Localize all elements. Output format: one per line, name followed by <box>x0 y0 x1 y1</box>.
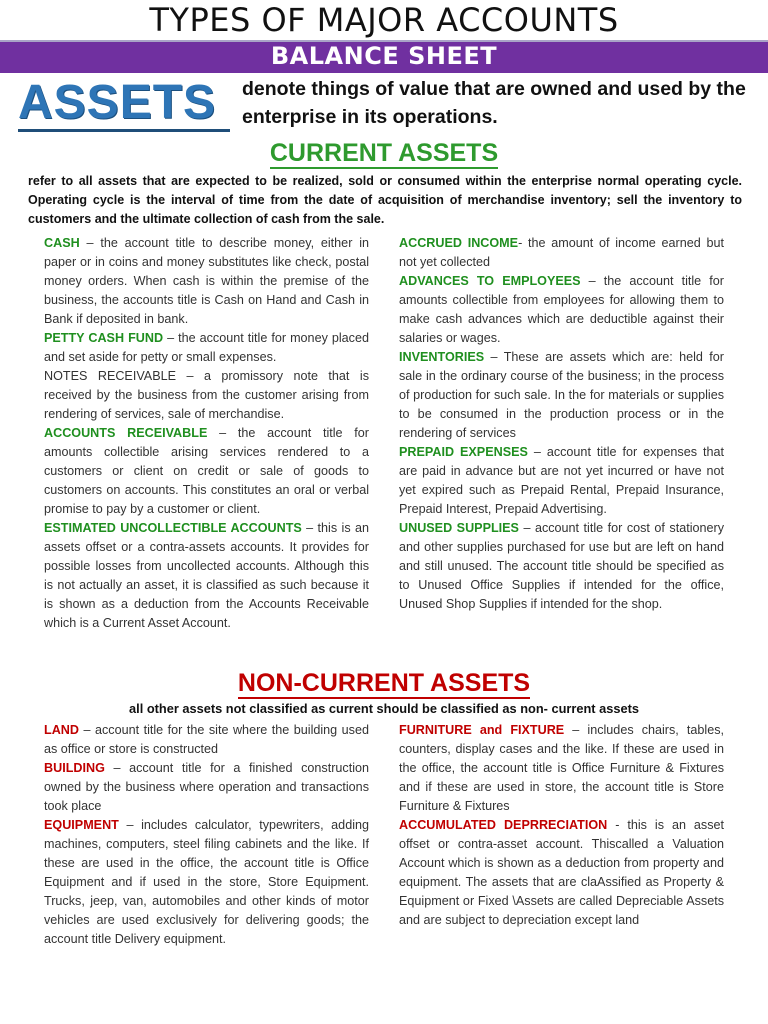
banner-label: BALANCE SHEET <box>270 42 498 70</box>
account-term: INVENTORIES <box>399 350 485 364</box>
account-term: NOTES RECEIVABLE <box>44 369 177 383</box>
account-term: EQUIPMENT <box>44 818 119 832</box>
definition-item <box>399 348 724 443</box>
definition-item <box>44 816 369 949</box>
account-term: FURNITURE and FIXTURE <box>399 723 565 737</box>
account-term: ACCUMULATED DEPRRECIATION <box>399 818 608 832</box>
non-current-assets-left-column <box>44 721 369 949</box>
definition-item <box>399 443 724 519</box>
page-title: TYPES OF MAJOR ACCOUNTS <box>149 1 619 39</box>
non-current-assets-intro: all other assets not classified as current should be classified as non- current assets <box>129 701 639 716</box>
definition-item <box>399 234 724 272</box>
definition-item <box>44 234 369 329</box>
account-term: ACCRUED INCOME <box>399 236 519 250</box>
non-current-assets-heading <box>0 668 768 698</box>
current-assets-heading <box>0 138 768 168</box>
account-description: – the account title for money placed and set aside for petty or small expenses. <box>44 331 369 364</box>
account-description: – the account title for amounts collectible arising services rendered to a customers or client on credit or sale of goods to customers on accounts. This constitutes an oral or verbal promise to pay by a customer or client. <box>44 426 369 516</box>
current-assets-heading-text: CURRENT ASSETS <box>269 139 499 167</box>
account-description: - the amount of income earned but not yet collected <box>399 236 724 269</box>
current-assets-intro: refer to all assets that are expected to be realized, sold or consumed within the enterprise normal operating cycle. Operating cycle is the interval of time from the date of acquisition of merchandise inventory; sell the inventory to customers and the ultimate collection of cash from the sale. <box>28 174 742 226</box>
account-description: – the account title to describe money, either in paper or in coins and money substitutes like check, postal money orders. When cash is within the premise of the business, the accounts title is Cash on Hand and Cash in Bank if deposited in bank. <box>44 236 369 326</box>
account-description: – the account title for amounts collectible from employees for allowing them to make cash advances which are deductible against their salaries or wages. <box>399 274 724 345</box>
account-description: – includes chairs, tables, counters, display cases and the like. If these are used in the office, the account title is Office Furniture & Fixtures and if these are used in store, the account title is Store Furniture & Fixtures <box>399 723 724 813</box>
definition-item <box>399 816 724 930</box>
account-description: – account title for expenses that are paid in advance but are not yet incurred or have not yet expired such as Prepaid Rental, Prepaid Insurance, Prepaid Interest, Prepaid Advertising. <box>399 445 724 516</box>
account-description: – These are assets which are: held for sale in the ordinary course of the business; in the process of production for such sale. In the for materials or supplies to be consumed in the production process or in the rendering of services <box>399 350 724 440</box>
account-description: – includes calculator, typewriters, adding machines, computers, steel filing cabinets and the like. If these are used in the office, the account title is Office Equipment and if used in the store, Store Equipment. Trucks, jeep, van, automobiles and other kinds of motor vehicles are used exclusively for delivering goods; the account title Delivery equipment. <box>44 818 369 946</box>
definition-item <box>44 759 369 816</box>
account-description: - this is an asset offset or contra-asset account. Thiscalled a Valuation Account which is shown as a deduction from property and equipment. The assets that are claAssified as Property & Equipment or Fixed \Assets are called Depreciable Assets and are subject to depreciation except land <box>399 818 724 927</box>
account-description: – account title for cost of stationery and other supplies purchased for use but are left on hand and still unused. The account title should be specified as to Unused Office Supplies if intended for the office, Unused Shop Supplies if intended for the shop. <box>399 521 724 611</box>
definition-item <box>44 721 369 759</box>
account-term: ESTIMATED UNCOLLECTIBLE ACCOUNTS <box>44 521 302 535</box>
definition-item <box>399 519 724 614</box>
current-assets-left-column <box>44 234 369 633</box>
account-term: ADVANCES TO EMPLOYEES <box>399 274 581 288</box>
account-term: PREPAID EXPENSES <box>399 445 528 459</box>
non-current-assets-heading-text: NON-CURRENT ASSETS <box>237 669 531 697</box>
account-description: – account title for a finished construction owned by the business where operation and transactions took place <box>44 761 369 813</box>
account-term: UNUSED SUPPLIES <box>399 521 519 535</box>
account-description: – account title for the site where the building used as office or store is constructed <box>44 723 369 756</box>
assets-heading: ASSETS <box>18 76 230 130</box>
non-current-assets-right-column <box>399 721 724 930</box>
account-term: PETTY CASH FUND <box>44 331 164 345</box>
account-term: ACCOUNTS RECEIVABLE <box>44 426 208 440</box>
current-assets-right-column <box>399 234 724 614</box>
account-description: – a promissory note that is received by the business from the customer arising from rendering of services, sale of merchandise. <box>44 369 369 421</box>
account-description: – this is an assets offset or a contra-assets accounts. It provides for possible losses from uncollected accounts. Although this is not actually an asset, it is classified as such because it is shown as a deduction from the Accounts Receivable which is a Current Asset Account. <box>44 521 370 630</box>
account-term: CASH <box>44 236 80 250</box>
section-banner <box>0 40 768 73</box>
assets-definition: denote things of value that are owned and used by the enterprise in its operations. <box>242 78 746 128</box>
definition-item <box>44 519 369 633</box>
definition-item <box>399 721 724 816</box>
account-term: BUILDING <box>44 761 105 775</box>
definition-item <box>399 272 724 348</box>
definition-item <box>44 424 369 519</box>
definition-item <box>44 367 369 424</box>
account-term: LAND <box>44 723 79 737</box>
definition-item <box>44 329 369 367</box>
